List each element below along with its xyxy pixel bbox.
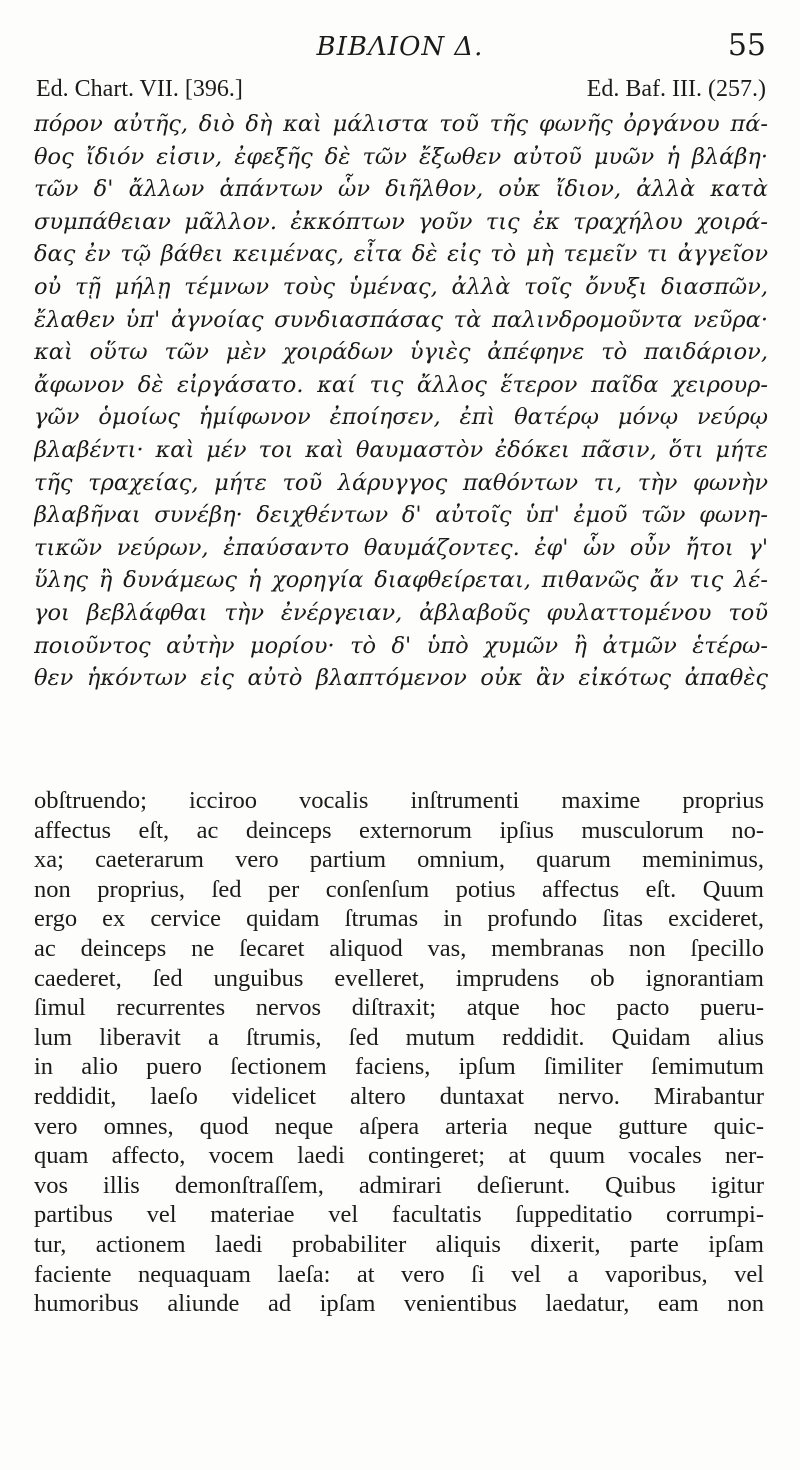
latin-line: obſtruendo; icciroo vocalis inſtrumenti maxime proprius: [34, 787, 764, 814]
latin-line: vos illis demonſtraſſem, admirari deſierunt. Quibus igitur: [34, 1171, 764, 1199]
latin-line: humoribus aliunde ad ipſam venientibus laedatur, eam non: [34, 1290, 764, 1318]
latin-line: partibus vel materiae vel facultatis ſuppeditatio corrumpi-: [34, 1201, 764, 1229]
latin-line: affectus eſt, ac deinceps externorum ipſius musculorum no-: [34, 816, 764, 844]
latin-line: caederet, ſed unguibus evelleret, imprudens ob ignorantiam: [34, 964, 764, 992]
greek-line: βλαβέντι· καὶ μέν τοι καὶ θαυμαστὸν ἐδόκει πᾶσιν, ὅτι μήτε: [34, 436, 768, 463]
edition-reference-line: [36, 76, 766, 110]
greek-line: ἄφωνον δὲ εἰργάσατο. καί τις ἄλλος ἕτερον παῖδα χειρουρ-: [34, 371, 768, 398]
running-head: [0, 28, 800, 68]
edition-chartier-ref: Ed. Chart. VII. [396.]: [36, 76, 243, 102]
edition-basel-ref: Ed. Baf. III. (257.): [586, 76, 766, 102]
greek-line: πόρον αὐτῆς, διὸ δὴ καὶ μάλιστα τοῦ τῆς φωνῆς ὀργάνου πά-: [34, 111, 768, 137]
greek-line: ὕλης ἢ δυνάμεως ἡ χορηγία διαφθείρεται, πιθανῶς ἄν τις λέ-: [34, 567, 768, 594]
greek-line: τῆς τραχείας, μήτε τοῦ λάρυγγος παθόντων τι, τὴν φωνὴν: [34, 469, 768, 496]
greek-line: τικῶν νεύρων, ἐπαύσαντο θαυμάζοντες. ἐφ' ὧν οὖν ἤτοι γ': [34, 534, 768, 561]
latin-line: in alio puero ſectionem faciens, ipſum ſimiliter ſemimutum: [34, 1053, 764, 1081]
latin-line: xa; caeterarum vero partium omnium, quarum meminimus,: [34, 846, 764, 874]
greek-line: συμπάθειαν μᾶλλον. ἐκκόπτων γοῦν τις ἐκ τραχήλου χοιρά-: [34, 208, 768, 235]
greek-line: γῶν ὁμοίως ἡμίφωνον ἐποίησεν, ἐπὶ θατέρῳ μόνῳ νεύρῳ: [34, 404, 768, 431]
greek-line: ποιοῦντος αὐτὴν μορίου· τὸ δ' ὑπὸ χυμῶν ἢ ἀτμῶν ἑτέρω-: [34, 632, 768, 659]
greek-line: καὶ οὕτω τῶν μὲν χοιράδων ὑγιὲς ἀπέφηνε τὸ παιδάριον,: [34, 339, 768, 366]
latin-line: ergo ex cervice quidam ſtrumas in profundo ſitas excideret,: [34, 905, 764, 933]
greek-text-block: [34, 108, 768, 695]
latin-line: tur, actionem laedi probabiliter aliquis dixerit, parte ipſam: [34, 1230, 764, 1258]
greek-line: θος ἴδιόν εἰσιν, ἐφεξῆς δὲ τῶν ἔξωθεν αὐτοῦ μυῶν ἡ βλάβη·: [34, 143, 768, 170]
greek-line: βλαβῆναι συνέβη· δειχθέντων δ' αὐτοῖς ὑπ' ἐμοῦ τῶν φωνη-: [34, 502, 768, 529]
greek-line: τῶν δ' ἄλλων ἁπάντων ὧν διῆλθον, οὐκ ἴδιον, ἀλλὰ κατὰ: [34, 176, 768, 203]
latin-line: faciente nequaquam laeſa: at vero ſi vel a vaporibus, vel: [34, 1260, 764, 1288]
greek-line: θεν ἡκόντων εἰς αὐτὸ βλαπτόμενον οὐκ ἂν εἰκότως ἀπαθὲς: [34, 665, 768, 692]
greek-line: ἔλαθεν ὑπ' ἀγνοίας συνδιασπάσας τὰ παλινδρομοῦντα νεῦρα·: [34, 306, 768, 333]
latin-line: ac deinceps ne ſecaret aliquod vas, membranas non ſpecillo: [34, 934, 764, 962]
latin-line: ſimul recurrentes nervos diſtraxit; atque hoc pacto pueru-: [34, 994, 764, 1022]
greek-line: δας ἐν τῷ βάθει κειμένας, εἶτα δὲ εἰς τὸ μὴ τεμεῖν τι ἀγγεῖον: [34, 241, 768, 268]
latin-line: lum liberavit a ſtrumis, ſed mutum reddidit. Quidam alius: [34, 1023, 764, 1051]
running-title: ΒΙΒΛΙΟΝ Δ.: [316, 32, 484, 62]
latin-line: non proprius, ſed per conſenſum potius affectus eſt. Quum: [34, 875, 764, 903]
latin-text-block: [34, 786, 764, 1319]
greek-line: γοι βεβλάφθαι τὴν ἐνέργειαν, ἀβλαβοῦς φυλαττομένου τοῦ: [34, 599, 768, 626]
latin-line: vero omnes, quod neque aſpera arteria neque gutture quic-: [34, 1112, 764, 1140]
greek-line: οὐ τῇ μήλῃ τέμνων τοὺς ὑμένας, ἀλλὰ τοῖς ὄνυξι διασπῶν,: [34, 273, 768, 300]
page-number: 55: [727, 28, 766, 63]
latin-line: quam affecto, vocem laedi contingeret; at quum vocales ner-: [34, 1142, 764, 1170]
latin-line: reddidit, laeſo videlicet altero duntaxat nervo. Mirabantur: [34, 1082, 764, 1110]
